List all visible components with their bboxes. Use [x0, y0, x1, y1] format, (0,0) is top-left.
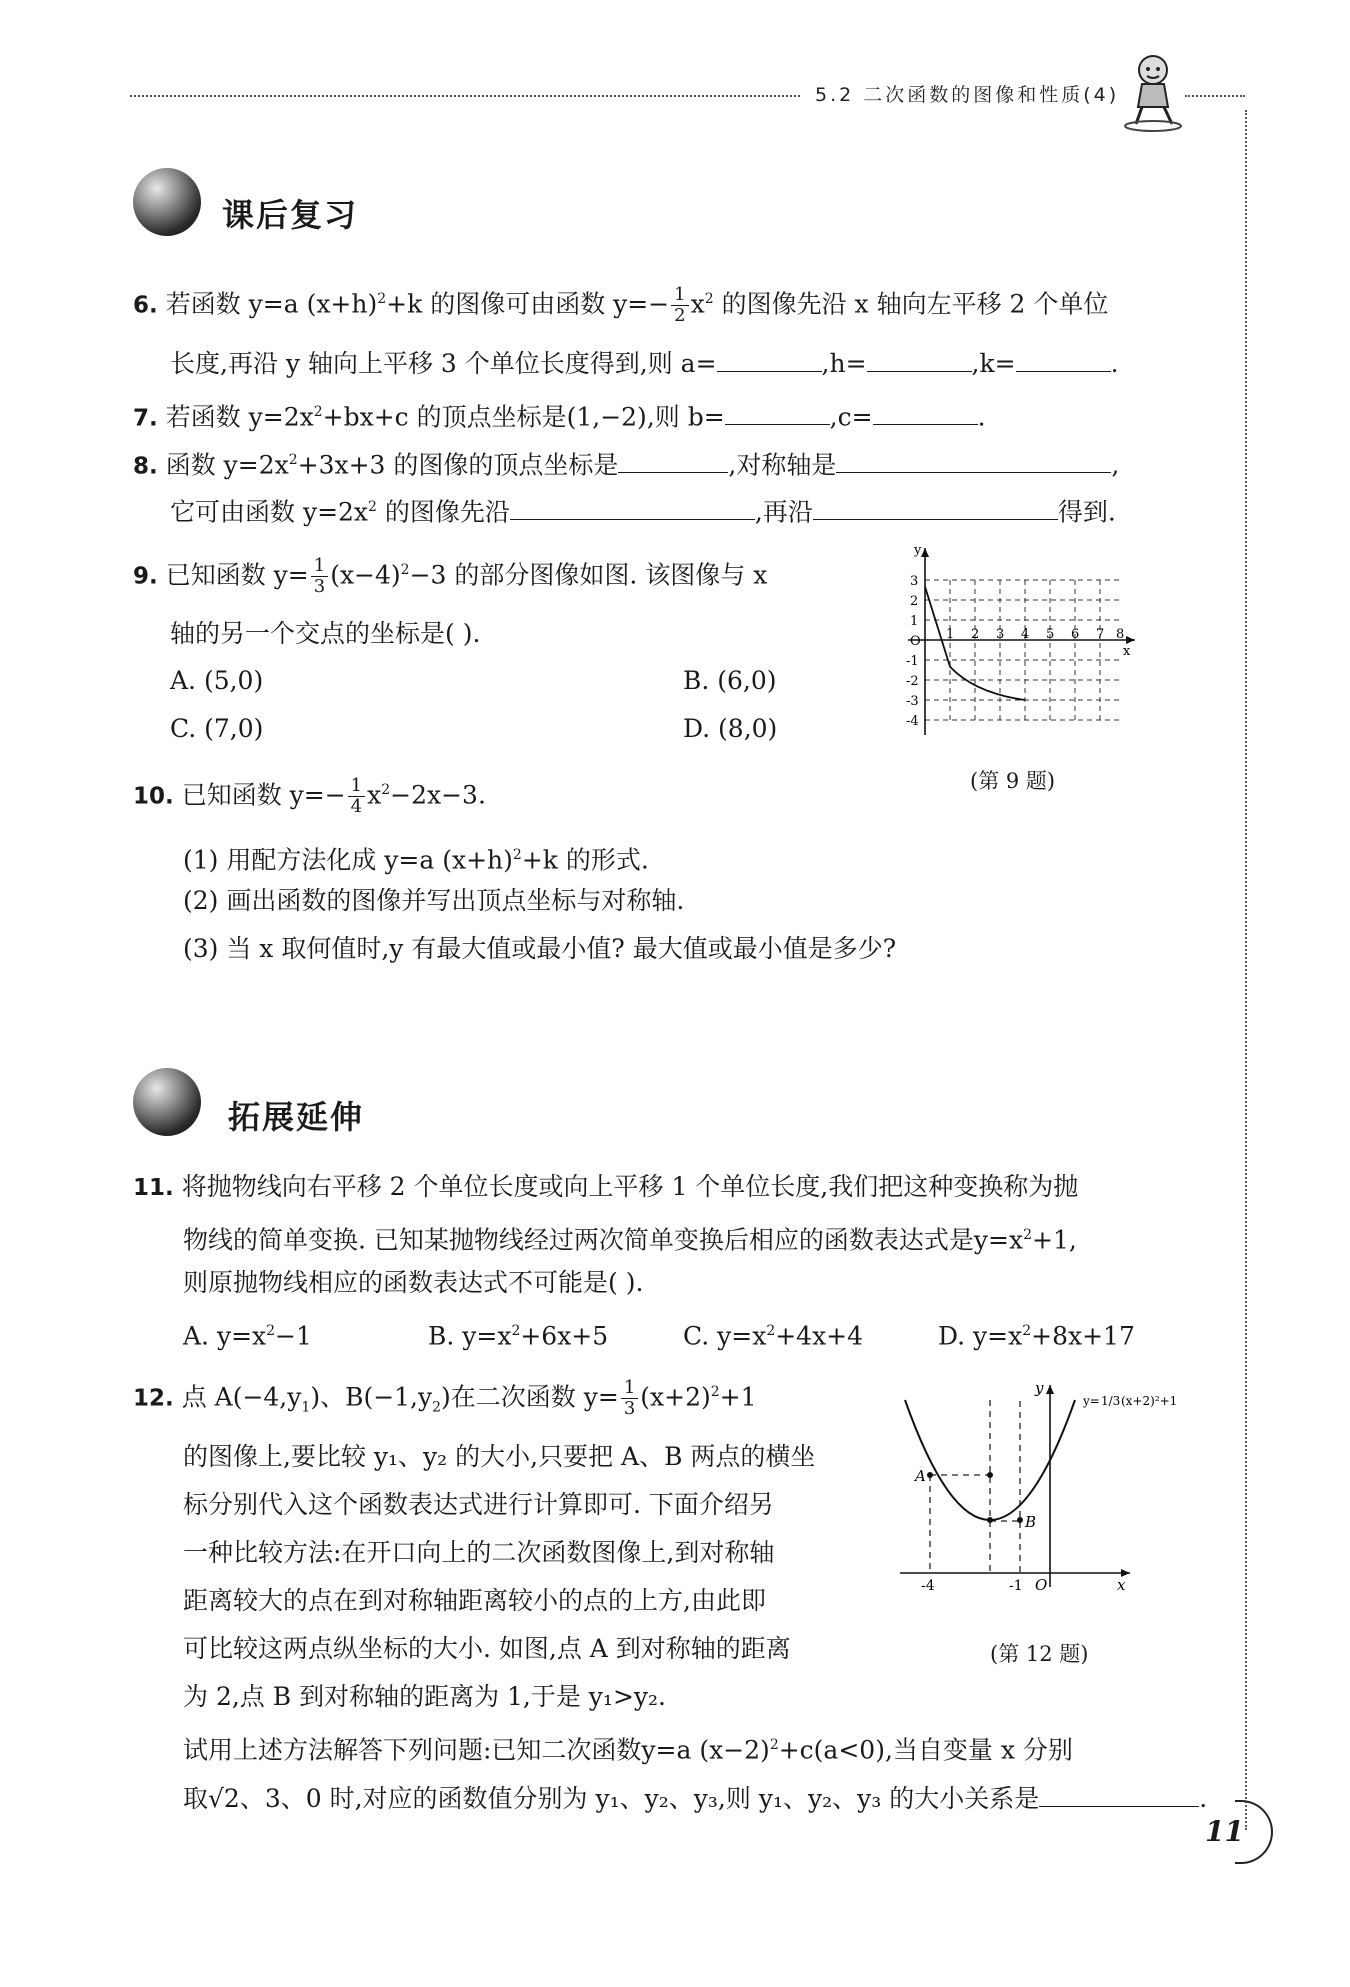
question-7: 7. 若函数 $y=2x^2+bx+c$ 的顶点坐标是(1,−2),则 b= ,c= . — [133, 402, 986, 432]
option-c[interactable]: C. $y=x^2+4x+4$ — [683, 1321, 864, 1351]
answer-blank[interactable] — [510, 497, 755, 520]
answer-blank[interactable] — [867, 349, 972, 372]
question-12-line3: 标分别代入这个函数表达式进行计算即可. 下面介绍另 — [183, 1490, 774, 1519]
figure-12-caption: (第 12 题) — [990, 1642, 1089, 1666]
question-12-line4: 一种比较方法:在开口向上的二次函数图像上,到对称轴 — [183, 1538, 775, 1567]
svg-text:1: 1 — [910, 614, 919, 629]
axis-label: y — [914, 543, 922, 558]
option-b[interactable]: B. (6,0) — [683, 666, 777, 695]
question-9-line1: 9. 已知函数 y= $\frac{1}{3}$ $(x-4)^2-3$ 的部分图像如图. 该图像与 x — [133, 555, 768, 598]
option-b[interactable]: B. $y=x^2+6x+5$ — [428, 1321, 609, 1351]
question-6-line2: 长度,再沿 y 轴向上平移 3 个单位长度得到,则 a= ,h= ,k= . — [170, 349, 1119, 378]
question-12-line2: 的图像上,要比较 y₁、y₂ 的大小,只要把 A、B 两点的横坐 — [183, 1442, 816, 1471]
mascot-icon — [1118, 52, 1188, 132]
answer-blank[interactable] — [1016, 349, 1111, 372]
svg-text:6: 6 — [1071, 627, 1080, 642]
option-c[interactable]: C. (7,0) — [170, 714, 264, 743]
question-12-line8: 试用上述方法解答下列问题:已知二次函数y=a $(x-2)^2+c(a<0)$,当自变量 x 分别 — [183, 1735, 1073, 1765]
svg-text:x: x — [1117, 1576, 1126, 1594]
fraction: $\frac{1}{3}$ — [621, 1378, 638, 1419]
answer-blank[interactable] — [813, 497, 1058, 520]
svg-text:3: 3 — [910, 574, 919, 589]
svg-text:-3: -3 — [906, 694, 919, 709]
fraction: $\frac{1}{3}$ — [311, 556, 328, 597]
question-10-part1: (1) 用配方法化成 y=a $(x+h)^2+k$ 的形式. — [183, 845, 649, 875]
answer-blank[interactable] — [618, 450, 728, 473]
svg-text:O: O — [910, 634, 921, 649]
question-12-line1: 12. 点 $A(-4,y_1)$、$B(-1,y_2)$在二次函数 y= $\frac{1}{3}$ $(x+2)^2+1$ — [133, 1377, 757, 1420]
section-ball-icon — [133, 168, 201, 236]
question-10: 10. 已知函数 y=− $\frac{1}{4}$ $x^2-2x-3$. — [133, 775, 486, 818]
question-12-line7: 为 2,点 B 到对称轴的距离为 1,于是 y₁>y₂. — [183, 1682, 666, 1711]
answer-blank[interactable] — [717, 349, 822, 372]
axis-label: x — [1123, 644, 1131, 659]
svg-text:-1: -1 — [1009, 1578, 1023, 1594]
answer-blank[interactable] — [873, 402, 978, 425]
header-rule-right — [1185, 95, 1245, 97]
question-6-line1: 6. 若函数 y=a $(x+h)^2+k$ 的图像可由函数 y=− $\frac{1}{2}$ $x^2$ 的图像先沿 x 轴向左平移 2 个单位 — [133, 284, 1109, 327]
question-12-graph — [895, 1375, 1195, 1595]
header-title: 5.2 二次函数的图像和性质(4) — [815, 84, 1120, 106]
question-9-graph — [880, 540, 1140, 740]
section-ball-icon — [133, 1068, 201, 1136]
svg-text:4: 4 — [1021, 627, 1030, 642]
svg-text:2: 2 — [910, 594, 919, 609]
question-12-line6: 可比较这两点纵坐标的大小. 如图,点 A 到对称轴的距离 — [183, 1634, 791, 1663]
question-10-part2: (2) 画出函数的图像并写出顶点坐标与对称轴. — [183, 886, 685, 915]
svg-text:5: 5 — [1046, 627, 1055, 642]
option-d[interactable]: D. $y=x^2+8x+17$ — [938, 1321, 1135, 1351]
fraction: $\frac{1}{2}$ — [671, 285, 688, 326]
svg-text:2: 2 — [971, 627, 980, 642]
question-12-line5: 距离较大的点在到对称轴距离较小的点的上方,由此即 — [183, 1586, 766, 1615]
page-border — [1245, 110, 1247, 1830]
svg-text:y=: y= — [1083, 1394, 1100, 1408]
question-11-line1: 11. 将抛物线向右平移 2 个单位长度或向上平移 1 个单位长度,我们把这种变换称为抛 — [133, 1172, 1079, 1201]
svg-text:1/3: 1/3 — [1101, 1394, 1121, 1408]
answer-blank[interactable] — [725, 402, 830, 425]
svg-text:8: 8 — [1116, 627, 1125, 642]
svg-text:-2: -2 — [906, 674, 919, 689]
svg-text:O: O — [1035, 1576, 1048, 1594]
answer-blank[interactable] — [1039, 1784, 1199, 1807]
svg-text:B: B — [1025, 1513, 1037, 1531]
page-number: 11 — [1205, 1815, 1244, 1848]
question-9-line2: 轴的另一个交点的坐标是( ). — [170, 619, 481, 648]
svg-text:3: 3 — [996, 627, 1005, 642]
svg-text:7: 7 — [1096, 627, 1105, 642]
fraction: $\frac{1}{4}$ — [348, 776, 365, 817]
svg-text:(x+2)²+1: (x+2)²+1 — [1121, 1394, 1178, 1408]
option-d[interactable]: D. (8,0) — [683, 714, 778, 743]
section-title-review: 课后复习 — [222, 196, 359, 234]
question-8-line2: 它可由函数 $y=2x^2$ 的图像先沿 ,再沿 得到. — [170, 497, 1116, 527]
answer-blank[interactable] — [836, 450, 1111, 473]
question-number: 6. — [133, 292, 158, 319]
svg-text:-1: -1 — [906, 654, 919, 669]
svg-text:A: A — [915, 1467, 926, 1485]
question-10-part3: (3) 当 x 取何值时,y 有最大值或最小值? 最大值或最小值是多少? — [183, 934, 897, 963]
svg-text:-4: -4 — [906, 714, 919, 729]
question-8-line1: 8. 函数 $y=2x^2+3x+3$ 的图像的顶点坐标是 ,对称轴是 , — [133, 450, 1120, 480]
figure-9-caption: (第 9 题) — [970, 769, 1056, 793]
option-a[interactable]: A. $y=x^2-1$ — [183, 1321, 312, 1351]
section-title-extend: 拓展延伸 — [228, 1098, 365, 1136]
svg-text:y: y — [1035, 1379, 1044, 1397]
question-11-line2: 物线的简单变换. 已知某抛物线经过两次简单变换后相应的函数表达式是$y=x^2+1$, — [183, 1225, 1077, 1255]
question-11-line3: 则原抛物线相应的函数表达式不可能是( ). — [183, 1268, 644, 1297]
question-12-line9: 取√2、3、0 时,对应的函数值分别为 y₁、y₂、y₃,则 y₁、y₂、y₃ 的大小关系是 . — [183, 1784, 1208, 1813]
svg-text:-4: -4 — [921, 1578, 935, 1594]
option-a[interactable]: A. (5,0) — [170, 666, 264, 695]
header-rule — [130, 95, 800, 97]
svg-text:1: 1 — [946, 627, 955, 642]
